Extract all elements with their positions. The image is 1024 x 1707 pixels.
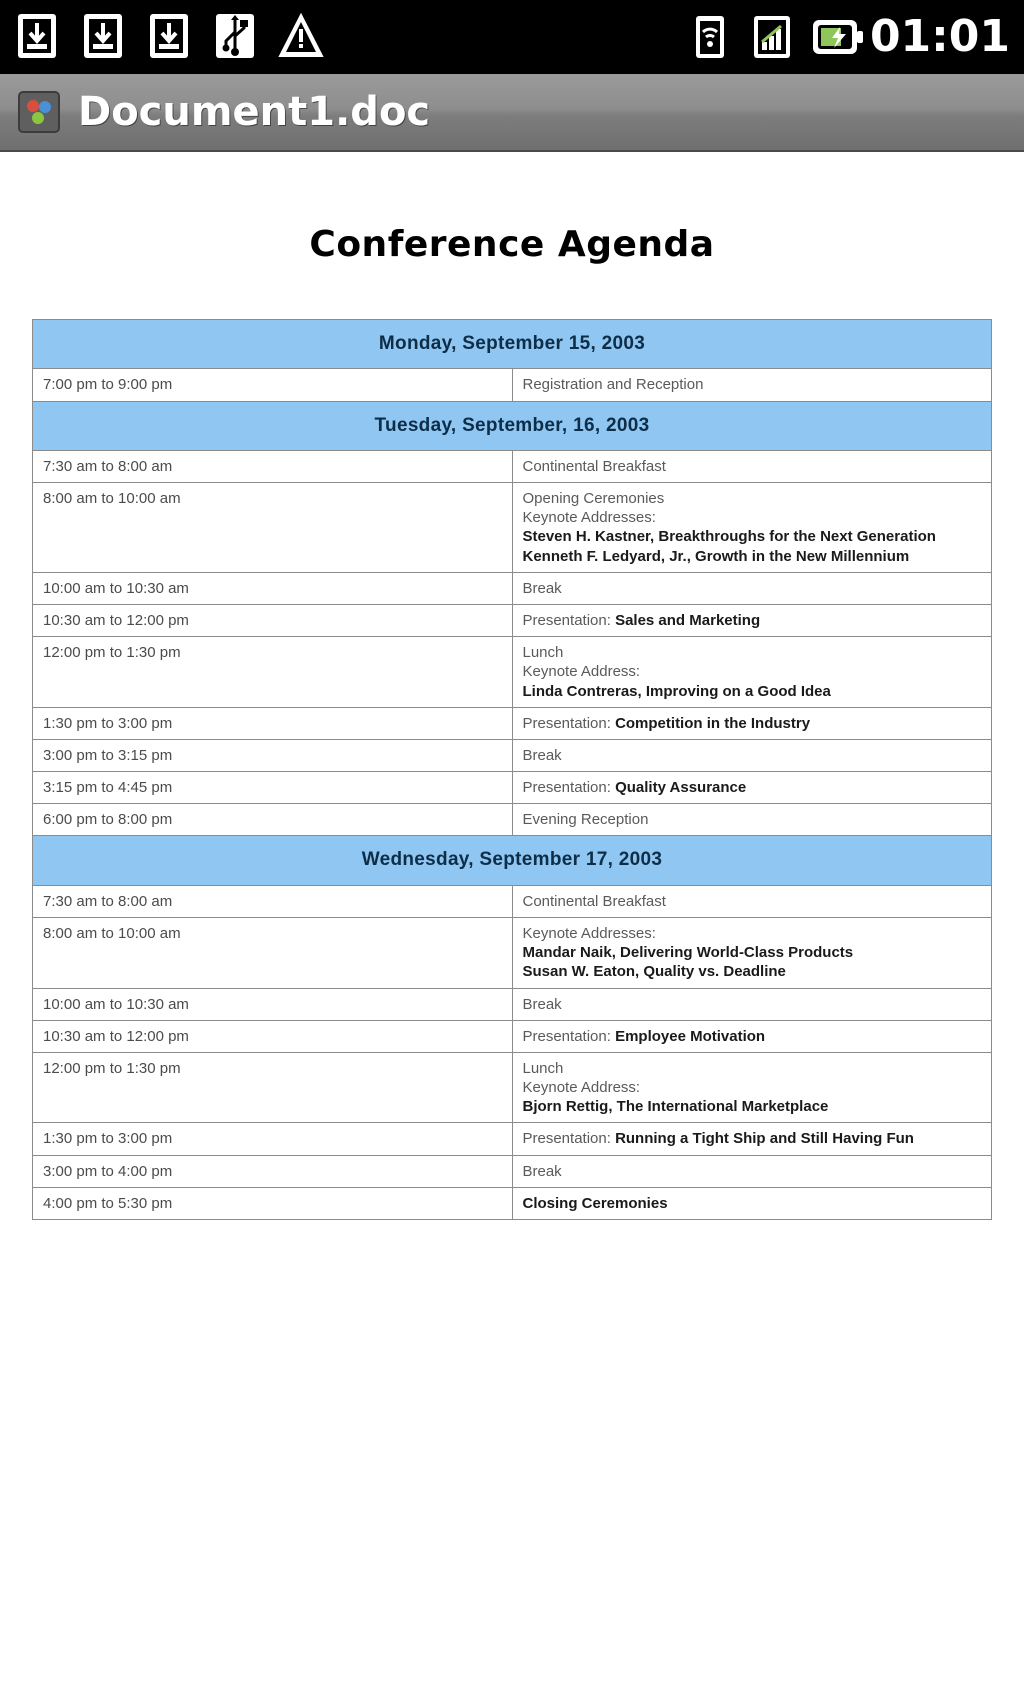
agenda-time-cell: 8:00 am to 10:00 am	[33, 483, 513, 573]
agenda-description-cell	[512, 917, 992, 988]
agenda-time-cell: 7:30 am to 8:00 am	[33, 450, 513, 482]
agenda-day-label: Tuesday, September, 16, 2003	[33, 401, 992, 450]
agenda-entry-row	[33, 1123, 992, 1155]
agenda-description-line: Evening Reception	[522, 811, 649, 829]
warning-icon	[278, 12, 324, 62]
download-icon-1	[14, 12, 60, 62]
agenda-description-cell	[512, 637, 992, 708]
agenda-description-line: Presentation: Quality Assurance	[522, 779, 747, 797]
agenda-description-cell	[512, 707, 992, 739]
agenda-table-body	[33, 320, 992, 1220]
agenda-entry-row	[33, 483, 992, 573]
agenda-description-cell	[512, 1155, 992, 1187]
agenda-description-cell	[512, 739, 992, 771]
agenda-day-label: Monday, September 15, 2003	[33, 320, 992, 369]
agenda-description-line: Break	[522, 579, 562, 597]
agenda-entry-row	[33, 739, 992, 771]
agenda-time-cell: 3:15 pm to 4:45 pm	[33, 772, 513, 804]
agenda-description-cell	[512, 1020, 992, 1052]
agenda-description-line: Susan W. Eaton, Quality vs. Deadline	[522, 963, 786, 981]
agenda-description-line: Keynote Address:	[522, 1079, 641, 1097]
download-icon-2	[80, 12, 126, 62]
document-viewport[interactable]	[0, 152, 1024, 1707]
agenda-description-line: Keynote Address:	[522, 663, 641, 681]
agenda-description-line: Presentation: Running a Tight Ship and Still Having Fun	[522, 1130, 914, 1148]
agenda-entry-row	[33, 1052, 992, 1123]
agenda-description-cell	[512, 772, 992, 804]
agenda-time-cell: 1:30 pm to 3:00 pm	[33, 1123, 513, 1155]
agenda-description-line: Presentation: Employee Motivation	[522, 1027, 766, 1045]
agenda-description-line: Registration and Reception	[522, 376, 704, 394]
agenda-description-cell	[512, 988, 992, 1020]
agenda-description-cell	[512, 450, 992, 482]
agenda-description-cell	[512, 483, 992, 573]
agenda-entry-row	[33, 604, 992, 636]
agenda-description-line: Kenneth F. Ledyard, Jr., Growth in the New Millennium	[522, 547, 910, 565]
agenda-description-line: Presentation: Sales and Marketing	[522, 611, 761, 629]
agenda-description-line: Presentation: Competition in the Industry	[522, 714, 811, 732]
agenda-time-cell: 10:30 am to 12:00 pm	[33, 604, 513, 636]
document-app-icon	[18, 91, 60, 133]
agenda-entry-row	[33, 988, 992, 1020]
agenda-time-cell: 6:00 pm to 8:00 pm	[33, 804, 513, 836]
agenda-entry-row	[33, 885, 992, 917]
agenda-description-line: Break	[522, 1162, 562, 1180]
agenda-time-cell: 3:00 pm to 3:15 pm	[33, 739, 513, 771]
agenda-time-cell: 10:00 am to 10:30 am	[33, 988, 513, 1020]
agenda-time-cell: 7:00 pm to 9:00 pm	[33, 369, 513, 401]
agenda-entry-row	[33, 772, 992, 804]
agenda-entry-row	[33, 804, 992, 836]
agenda-description-line: Lunch	[522, 1059, 564, 1077]
usb-icon	[212, 12, 258, 62]
agenda-entry-row	[33, 369, 992, 401]
agenda-description-cell	[512, 804, 992, 836]
status-bar-left-icons	[14, 12, 324, 62]
agenda-table	[32, 319, 992, 1220]
agenda-entry-row	[33, 707, 992, 739]
document-heading: Conference Agenda	[309, 224, 715, 265]
agenda-day-label: Wednesday, September 17, 2003	[33, 836, 992, 885]
battery-icon	[810, 12, 856, 62]
agenda-time-cell: 3:00 pm to 4:00 pm	[33, 1155, 513, 1187]
signal-icon	[750, 12, 796, 62]
window-title: Document1.doc	[78, 89, 431, 135]
agenda-description-cell	[512, 369, 992, 401]
download-icon-3	[146, 12, 192, 62]
agenda-time-cell: 4:00 pm to 5:30 pm	[33, 1187, 513, 1219]
agenda-description-cell	[512, 885, 992, 917]
agenda-description-cell	[512, 1052, 992, 1123]
agenda-description-cell	[512, 1187, 992, 1219]
agenda-day-row	[33, 401, 992, 450]
agenda-description-line: Linda Contreras, Improving on a Good Idea	[522, 682, 831, 700]
agenda-time-cell: 1:30 pm to 3:00 pm	[33, 707, 513, 739]
status-bar-right-icons	[690, 12, 1010, 62]
agenda-entry-row	[33, 1187, 992, 1219]
agenda-description-line: Lunch	[522, 644, 564, 662]
agenda-entry-row	[33, 1155, 992, 1187]
agenda-description-line: Opening Ceremonies	[522, 490, 665, 507]
agenda-entry-row	[33, 572, 992, 604]
agenda-description-line: Continental Breakfast	[522, 892, 666, 910]
agenda-description-line: Continental Breakfast	[522, 457, 666, 475]
agenda-description-line: Break	[522, 746, 562, 764]
agenda-time-cell: 10:30 am to 12:00 pm	[33, 1020, 513, 1052]
agenda-description-line: Keynote Addresses:	[522, 924, 656, 942]
agenda-description-line: Break	[522, 995, 562, 1013]
agenda-description-cell	[512, 1123, 992, 1155]
agenda-time-cell: 8:00 am to 10:00 am	[33, 917, 513, 988]
agenda-description-line: Closing Ceremonies	[522, 1194, 668, 1212]
agenda-description-line: Bjorn Rettig, The International Marketplace	[522, 1098, 829, 1116]
wifi-icon	[690, 12, 736, 62]
status-clock: 01:01	[869, 11, 1010, 62]
agenda-entry-row	[33, 450, 992, 482]
agenda-description-line: Keynote Addresses:	[522, 509, 656, 527]
agenda-description-cell	[512, 572, 992, 604]
agenda-time-cell: 12:00 pm to 1:30 pm	[33, 637, 513, 708]
agenda-entry-row	[33, 917, 992, 988]
status-bar	[0, 0, 1024, 74]
agenda-time-cell: 7:30 am to 8:00 am	[33, 885, 513, 917]
agenda-day-row	[33, 836, 992, 885]
agenda-description-cell	[512, 604, 992, 636]
agenda-description-line: Steven H. Kastner, Breakthroughs for the Next Generation	[522, 528, 936, 546]
agenda-entry-row	[33, 637, 992, 708]
agenda-day-row	[33, 320, 992, 369]
agenda-description-line: Mandar Naik, Delivering World-Class Products	[522, 944, 854, 962]
agenda-time-cell: 12:00 pm to 1:30 pm	[33, 1052, 513, 1123]
agenda-entry-row	[33, 1020, 992, 1052]
app-title-bar	[0, 74, 1024, 152]
agenda-time-cell: 10:00 am to 10:30 am	[33, 572, 513, 604]
